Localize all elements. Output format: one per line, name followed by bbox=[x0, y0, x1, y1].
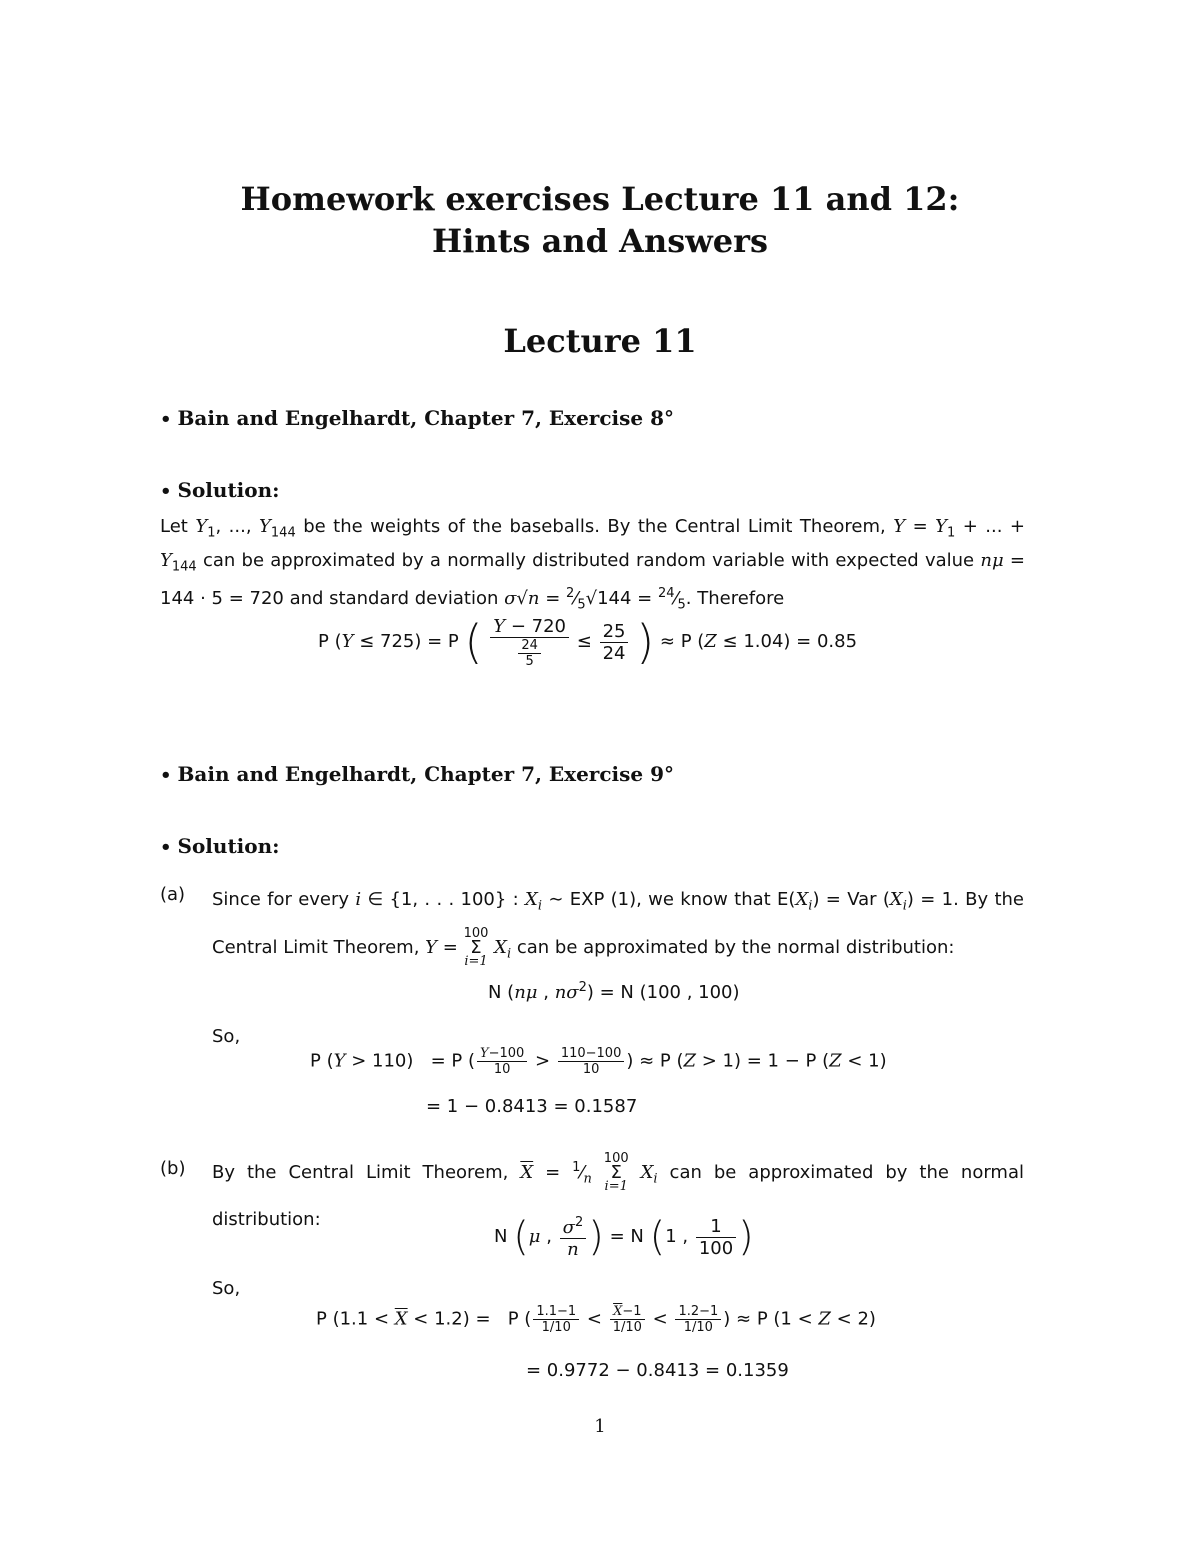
solution-label-1-text: Solution: bbox=[177, 478, 280, 502]
exercise1-paragraph: Let $Y_1$, ..., $Y_{144}$ be the weights of the baseballs. By the Central Limit Theorem, $Y = Y_1$ + ... + $Y_{144}$ can be approximated by a normally distributed random variable with expected value nμ = 144 · 5 = 720 and standard deviation $\sigma√n = ^2⁄_5√144$ = $^{24}⁄_5$. Therefore bbox=[160, 516, 1025, 613]
exercise1-equation: P (Y ≤ 725) = P ( $\frac{Y - 720}{\frac{24}{5}}$ ≤ $\frac{25}{24}$ ) ≈ P (Z ≤ 1.04) = 0.85 bbox=[318, 615, 858, 669]
solution-label-2 bbox=[160, 834, 280, 858]
part-a-paragraph: Since for every i ∈ {1, . . . 100} : $X_i$ ∼ EXP (1), we know that $E(X_i)$ = Var $(X_i) = 1$. By the Central Limit Theorem, Y = 100 Σ i=1 $X_i$ can be approximated by the normal distribution: bbox=[212, 889, 1024, 969]
section-heading: Lecture 11 bbox=[503, 322, 697, 360]
page-number: 1 bbox=[594, 1416, 606, 1437]
part-b-equation-2: = 0.9772 − 0.8413 = 0.1359 bbox=[526, 1360, 789, 1381]
bullet-icon: • bbox=[160, 481, 172, 502]
document-title-line1: Homework exercises Lecture 11 and 12: bbox=[240, 180, 960, 218]
bullet-icon: • bbox=[160, 837, 172, 858]
part-b-paragraph: By the Central Limit Theorem, $\overline{X}$ = $^1⁄_n$ 100 Σ i=1 $X_i$ can be approximated by the normal distribution: bbox=[212, 1151, 1024, 1230]
bullet-icon: • bbox=[160, 409, 172, 430]
part-a-equation-2: = 1 − 0.8413 = 0.1587 bbox=[426, 1096, 638, 1117]
part-b-equation-1: P $(1.1 < \overline{X} < 1.2) = P$ ( $\frac{1.1-1}{1/10}$ < $\frac{\overline{X}-1}{1/10}$ < $\frac{1.2-1}{1/10}$ ) ≈ P (1 < Z < 2) bbox=[316, 1304, 876, 1335]
part-a-equation-1: P (Y > 110) = P ( $\frac{Y-100}{10}$ > $\frac{110-100}{10}$ ) ≈ P (Z > 1) = 1 − P (Z < 1) bbox=[310, 1046, 887, 1077]
part-a-distribution: N (nμ , $n\sigma^2) = N$ (100 , 100) bbox=[488, 980, 740, 1003]
document-title-line2: Hints and Answers bbox=[432, 222, 768, 260]
part-b-label: (b) bbox=[160, 1158, 186, 1179]
solution-label-2-text: Solution: bbox=[177, 834, 280, 858]
part-b-so: So, bbox=[212, 1278, 241, 1299]
bullet-icon: • bbox=[160, 765, 172, 786]
part-b-distribution: N (μ , $\frac{\sigma^2}{n}$ ) = N (1 , $\frac{1}{100}$ ) bbox=[494, 1214, 754, 1260]
exercise-heading-1 bbox=[160, 406, 674, 430]
exercise-heading-1-text: Bain and Engelhardt, Chapter 7, Exercise 8° bbox=[177, 406, 674, 430]
exercise-heading-2-text: Bain and Engelhardt, Chapter 7, Exercise 9° bbox=[177, 762, 674, 786]
exercise-heading-2 bbox=[160, 762, 674, 786]
part-a-so: So, bbox=[212, 1026, 241, 1047]
part-a-label: (a) bbox=[160, 884, 186, 905]
solution-label-1 bbox=[160, 478, 280, 502]
